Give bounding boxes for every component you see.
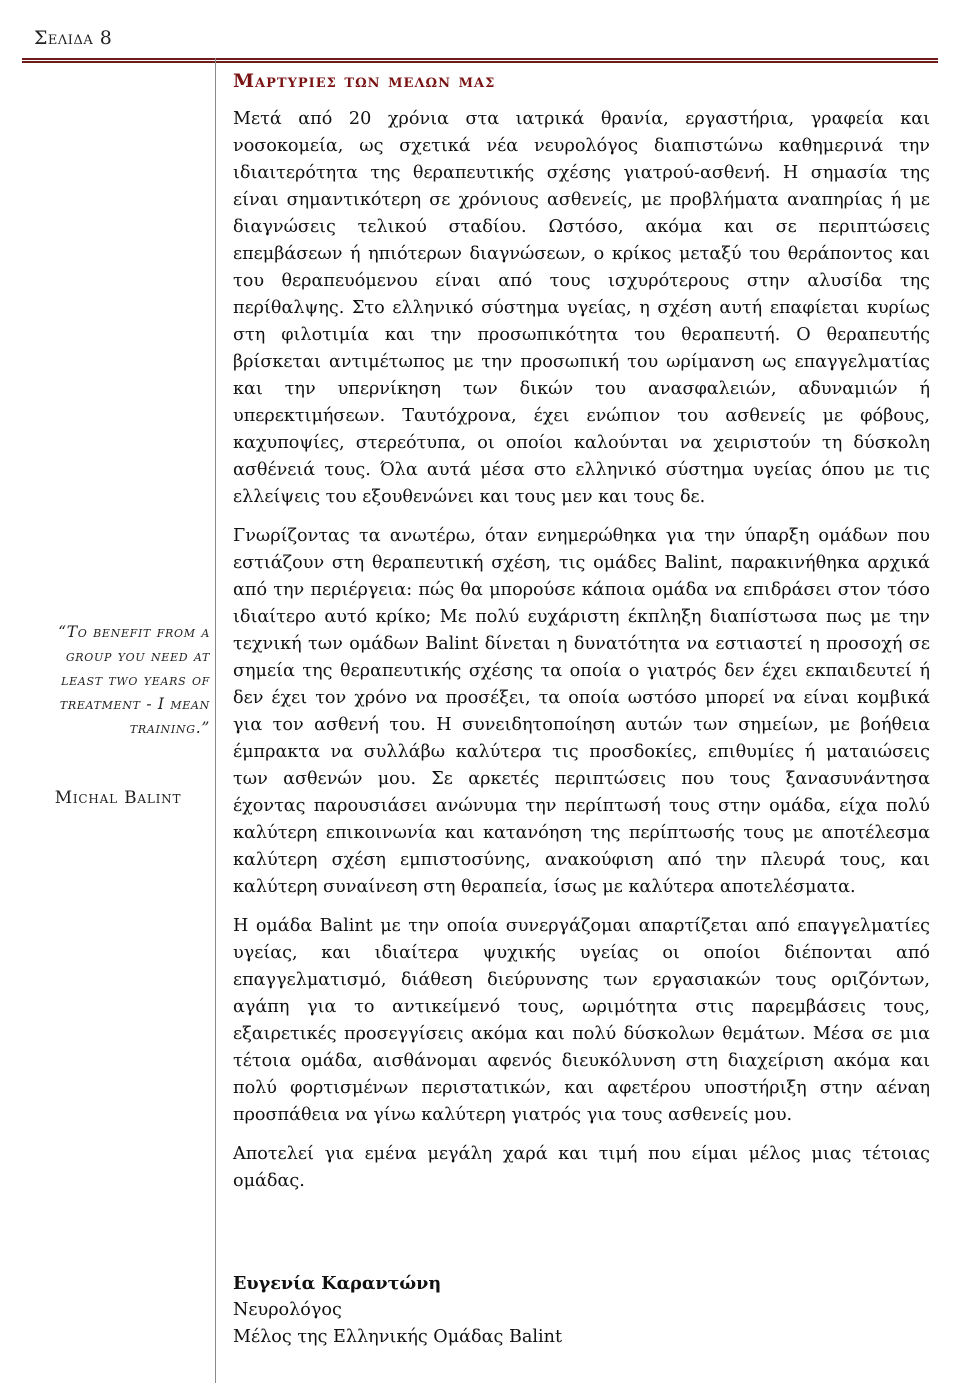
- sidebar-divider: [215, 58, 216, 1383]
- article-body: [233, 106, 930, 1207]
- page-number: Σελιδα 8: [34, 27, 113, 49]
- quote-author: Michal Balint: [54, 788, 182, 808]
- author-name: Ευγενία Καραντώνη: [233, 1273, 442, 1294]
- header-divider: [22, 58, 938, 63]
- author-membership: Μέλος της Ελληνικής Ομάδας Balint: [233, 1327, 563, 1347]
- signature-block: [233, 1270, 562, 1351]
- article-paragraph: Αποτελεί για εμένα μεγάλη χαρά και τιμή που είμαι μέλος μιας τέτοιας ομάδας.: [233, 1144, 930, 1191]
- article-paragraph: Η ομάδα Balint με την οποία συνεργάζομαι απαρτίζεται από επαγγελματίες υγείας, και ιδιαίτερα ψυχικής υγείας οι οποίοι διέπονται από επαγγελματισμό, διάθεση διεύρυνσης των εργασιακών τους οριζόντων, αγάπη για το αντικείμενό τους, ωριμότητα στις παρεμβάσεις τους, εξαιρετικές προσεγγίσεις ακόμα και πολύ δύσκολων θεμάτων. Μέσα σε μια τέτοια ομάδα, αισθάνομαι αφενός διευκόλυνση στη διαχείριση ακόμα και πολύ φορτισμένων περιστατικών, και αφετέρου υποστήριξη στην αέναη προσπάθεια να γίνω καλύτερη γιατρός για τους ασθενείς μου.: [233, 916, 930, 1125]
- author-role: Νευρολόγος: [233, 1300, 342, 1320]
- article-paragraph: Γνωρίζοντας τα ανωτέρω, όταν ενημερώθηκα για την ύπαρξη ομάδων που εστιάζουν στη θεραπευτική σχέση, τις ομάδες Balint, παρακινήθηκα αρχικά από την περιέργεια: πώς θα μπορούσε κάποια ομάδα να επιδράσει στον τόσο ιδιαίτερο αυτό κρίκο; Με πολύ ευχάριστη έκπληξη διαπίστωσα πως με την τεχνική των ομάδων Balint δίνεται η δυνατότητα να εστιαστεί η προσοχή σε σημεία της θεραπευτικής σχέσης τα οποία ο γιατρός δεν έχει εκπαιδευτεί ή δεν έχει τον χρόνο να προσέξει, τα οποία ωστόσο μπορεί να είναι κομβικά για τον ασθενή του. Η συνειδητοποίηση αυτών των σημείων, με βοήθεια έμπρακτα να συλλάβω καλύτερα τις προσδοκίες, επιθυμίες ή ματαιώσεις των ασθενών μου. Σε αρκετές περιπτώσεις που τους ξανασυνάντησα έχοντας παρουσιάσει ανώνυμα την περίπτωσή τους στην ομάδα, είχα πολύ καλύτερη επικοινωνία και κατανόηση της περίπτωσής τους με αποτέλεσμα καλύτερη σχέση εμπιστοσύνης, ανακούφιση από την πλευρά τους, και καλύτερη συναίνεση στη θεραπεία, ίσως με καλύτερα αποτελέσματα.: [233, 526, 930, 897]
- article-paragraph: Μετά από 20 χρόνια στα ιατρικά θρανία, εργαστήρια, γραφεία και νοσοκομεία, ως σχετικά νέα νευρολόγος διαπιστώνω καθημερινά την ιδιαιτερότητα της θεραπευτικής σχέσης γιατρού-ασθενή. Η σημασία της είναι σημαντικότερη σε χρόνιους ασθενείς, με προβλήματα αναπηρίας ή με διαγνώσεις τελικού σταδίου. Ωστόσο, ακόμα και σε περιπτώσεις επεμβάσεων ή ηπιότερων διαγνώσεων, ο κρίκος μεταξύ του θεράποντος και του θεραπευόμενου είναι από τους ισχυρότερους στην αλυσίδα της περίθαλψης. Στο ελληνικό σύστημα υγείας, η σχέση αυτή επαφίεται κυρίως στη φιλοτιμία και την προσωπικότητα του θεραπευτή. Ο θεραπευτής βρίσκεται αντιμέτωπος με την προσωπική του ωρίμανση ως επαγγελματίας και την υπερνίκηση των δικών του ανασφαλειών, αδυναμιών ή υπερεκτιμήσεων. Ταυτόχρονα, έχει ενώπιον του ασθενείς με φόβους, καχυποψίες, στερεότυπα, οι οποίοι καλούνται να χειριστούν τη δύσκολη ασθένειά τους. Όλα αυτά μέσα στο ελληνικό σύστημα υγείας όπου με τις ελλείψεις του εξουθενώνει και τους μεν και τους δε.: [233, 109, 930, 507]
- pull-quote: “To benefit from a group you need at least two years of treatment - I mean training.”: [58, 623, 210, 737]
- section-title: Μαρτυριες των μελων μας: [233, 70, 496, 92]
